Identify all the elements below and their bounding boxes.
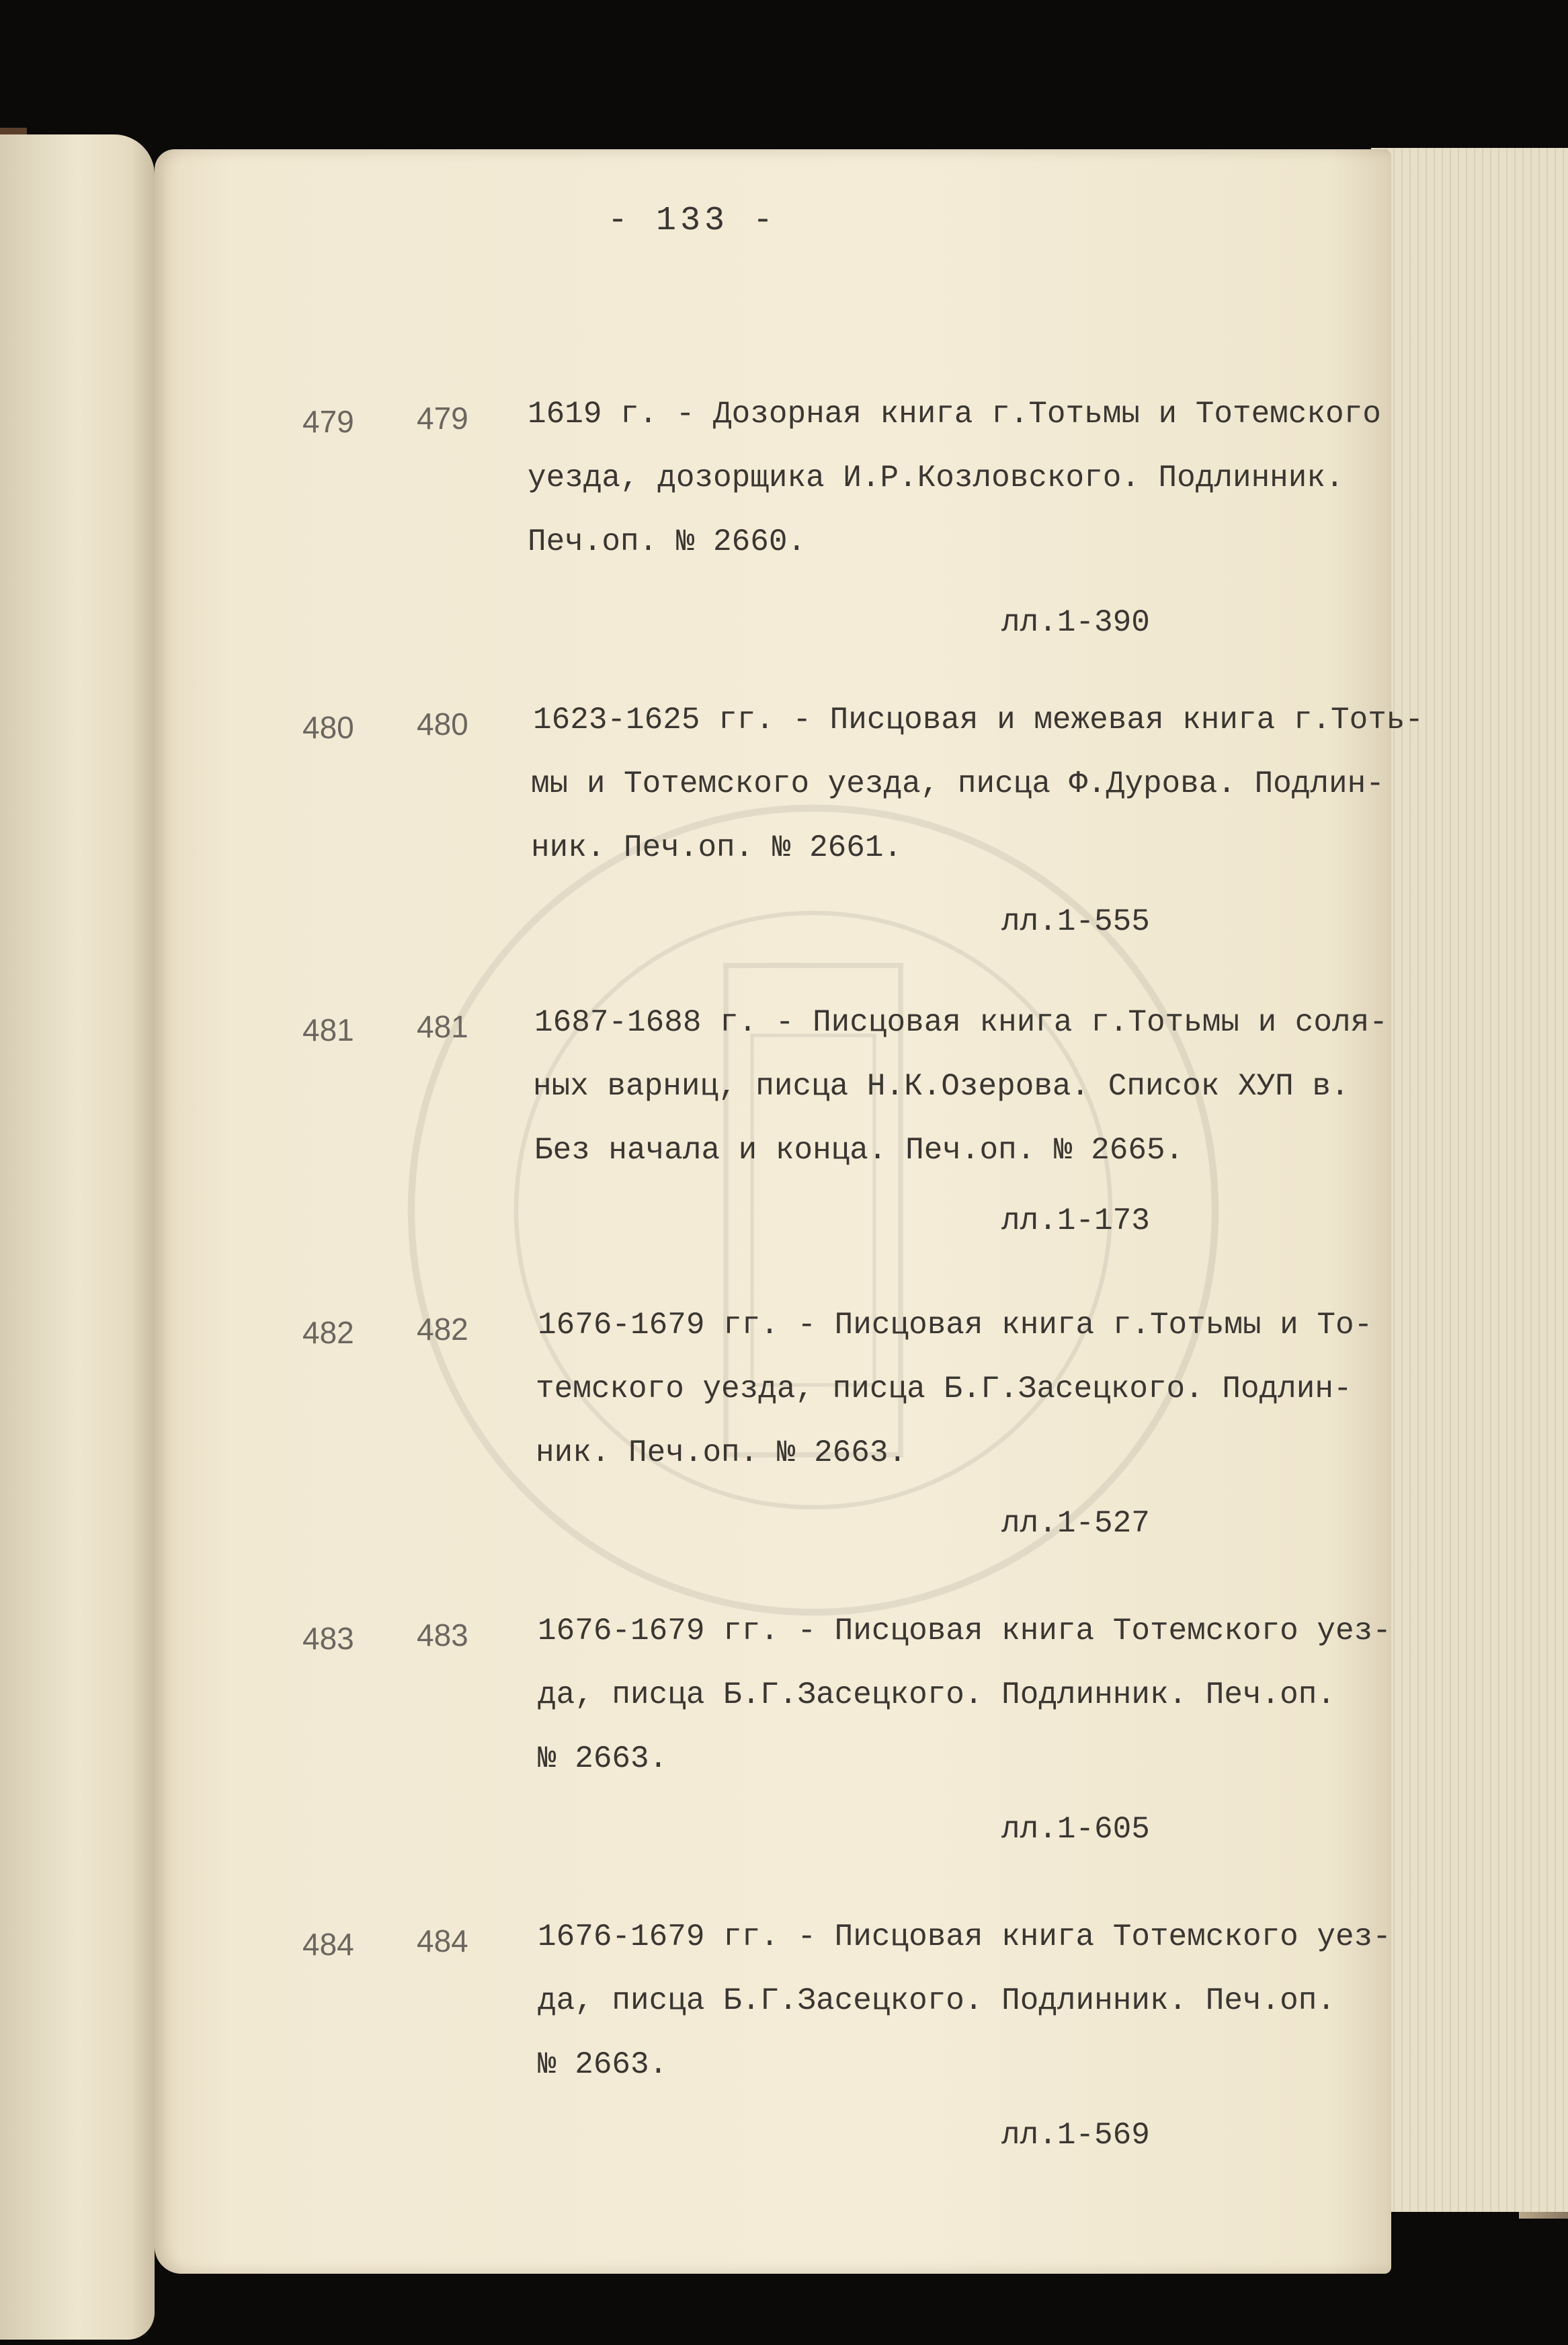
entry-number-right: 481 — [417, 1009, 468, 1044]
entry-description-line: № 2663. — [538, 2047, 668, 2082]
entry-description-line: Печ.оп. № 2660. — [528, 524, 807, 559]
entry-description-line: мы и Тотемского уезда, писца Ф.Дурова. Подлин- — [531, 766, 1385, 801]
entry-number-left: 481 — [302, 1012, 354, 1047]
entry-number-right: 480 — [417, 707, 468, 742]
entry-description-line: ник. Печ.оп. № 2661. — [531, 830, 903, 865]
entry-folio-range: лл.1-569 — [1001, 2118, 1150, 2153]
entry-description-line: уезда, дозорщика И.Р.Козловского. Подлинник. — [528, 461, 1344, 495]
entry-number-left: 479 — [302, 404, 354, 439]
page-stack-edge — [1371, 148, 1568, 2212]
entry-description-line: Без начала и конца. Печ.оп. № 2665. — [534, 1133, 1184, 1168]
entry-description-line: ных варниц, писца Н.К.Озерова. Список ХУП в. — [533, 1069, 1350, 1104]
entry-description-line: 1619 г. - Дозорная книга г.Тотьмы и Тотемского — [528, 397, 1381, 432]
entry-description-line: 1676-1679 гг. - Писцовая книга Тотемского уез- — [538, 1614, 1391, 1648]
entry-number-right: 483 — [417, 1618, 468, 1653]
page-number: - 133 - — [607, 202, 778, 240]
entry-description-line: 1676-1679 гг. - Писцовая книга г.Тотьмы и То- — [538, 1308, 1373, 1343]
entry-folio-range: лл.1-555 — [1001, 904, 1150, 939]
entry-description-line: да, писца Б.Г.Засецкого. Подлинник. Печ.оп. — [538, 1677, 1335, 1712]
entry-description-line: 1676-1679 гг. - Писцовая книга Тотемского уез- — [538, 1919, 1391, 1954]
entry-folio-range: лл.1-173 — [1001, 1203, 1150, 1238]
entry-number-right: 479 — [417, 401, 468, 436]
entry-description-line: да, писца Б.Г.Засецкого. Подлинник. Печ.оп. — [538, 1983, 1335, 2018]
entry-folio-range: лл.1-605 — [1001, 1812, 1150, 1847]
entry-number-right: 482 — [417, 1312, 468, 1347]
entry-description-line: 1623-1625 гг. - Писцовая и межевая книга г.Тоть- — [533, 703, 1424, 738]
entry-description-line: ник. Печ.оп. № 2663. — [536, 1435, 907, 1470]
entry-description-line: темского уезда, писца Б.Г.Засецкого. Подлин- — [536, 1372, 1352, 1406]
entry-number-left: 483 — [302, 1621, 354, 1656]
entry-folio-range: лл.1-390 — [1001, 605, 1150, 640]
entry-number-left: 482 — [302, 1315, 354, 1350]
entry-number-left: 480 — [302, 710, 354, 745]
entry-number-left: 484 — [302, 1927, 354, 1962]
entry-description-line: 1687-1688 г. - Писцовая книга г.Тотьмы и соля- — [534, 1005, 1388, 1040]
entry-description-line: № 2663. — [538, 1741, 668, 1776]
entry-number-right: 484 — [417, 1923, 468, 1958]
left-page — [0, 134, 155, 2340]
entry-folio-range: лл.1-527 — [1001, 1506, 1150, 1541]
